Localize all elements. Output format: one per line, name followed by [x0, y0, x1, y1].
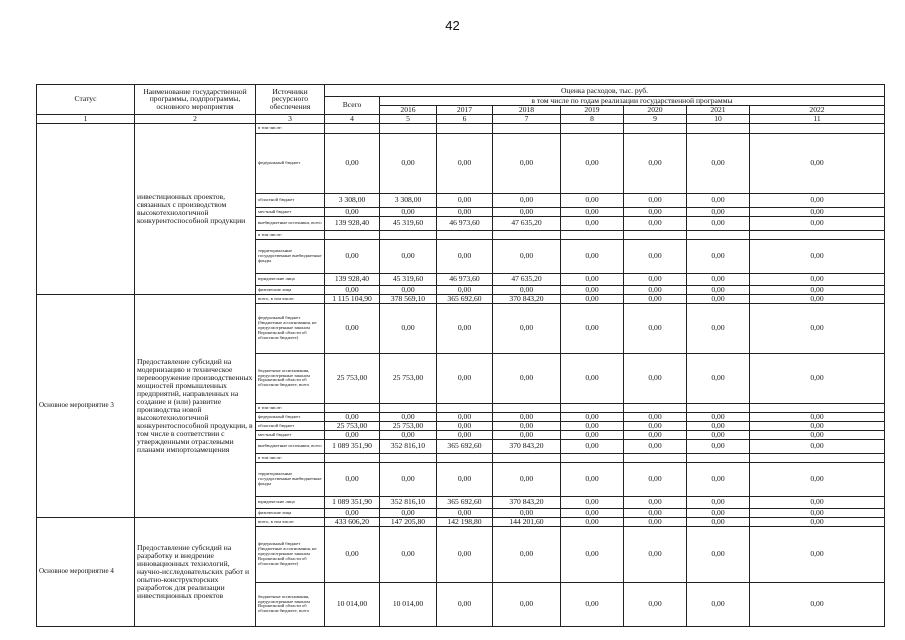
value-year: [493, 403, 561, 412]
column-number: 6: [437, 114, 493, 123]
value-year: 0,00: [561, 421, 624, 430]
value-year: 25 753,00: [380, 421, 437, 430]
value-year: 365 692,60: [437, 496, 493, 508]
value-total: 3 308,00: [325, 193, 380, 207]
value-year: [437, 230, 493, 239]
value-year: 0,00: [687, 294, 750, 303]
value-year: [437, 453, 493, 462]
value-year: 0,00: [380, 285, 437, 294]
value-year: [687, 123, 750, 133]
row-status: Основное мероприятие 3: [37, 294, 135, 517]
value-year: [493, 230, 561, 239]
row-name: инвестиционных проектов, связанных с производством высокотехнологичной конкурентоспособной продукции: [135, 123, 256, 294]
value-year: 0,00: [380, 207, 437, 216]
value-total: 25 753,00: [325, 421, 380, 430]
funding-source: юридические лица: [256, 273, 325, 285]
value-year: 0,00: [380, 462, 437, 496]
funding-source: физические лица: [256, 508, 325, 517]
value-year: 0,00: [624, 207, 687, 216]
value-year: 0,00: [493, 421, 561, 430]
value-year: 0,00: [750, 526, 885, 582]
value-year: 352 816,10: [380, 439, 437, 453]
column-number: 3: [256, 114, 325, 123]
column-number: 8: [561, 114, 624, 123]
header-year: 2016: [380, 105, 437, 114]
value-year: 0,00: [624, 193, 687, 207]
value-total: 0,00: [325, 239, 380, 273]
value-year: 0,00: [750, 273, 885, 285]
value-year: 0,00: [493, 133, 561, 193]
value-total: 433 606,20: [325, 517, 380, 526]
column-number: 9: [624, 114, 687, 123]
value-year: 0,00: [561, 294, 624, 303]
value-year: 0,00: [750, 353, 885, 403]
value-year: 0,00: [624, 216, 687, 230]
header-sources: Источники ресурсного обеспечения: [256, 85, 325, 115]
value-year: 142 198,80: [437, 517, 493, 526]
value-year: 0,00: [624, 462, 687, 496]
value-year: 144 201,60: [493, 517, 561, 526]
funding-source: в том числе:: [256, 123, 325, 133]
value-year: 0,00: [687, 421, 750, 430]
value-year: 10 014,00: [380, 582, 437, 626]
value-year: 0,00: [750, 582, 885, 626]
value-year: 0,00: [624, 412, 687, 421]
value-year: 0,00: [493, 462, 561, 496]
value-year: 0,00: [380, 303, 437, 353]
value-year: 0,00: [493, 239, 561, 273]
value-year: 46 973,60: [437, 273, 493, 285]
value-year: 0,00: [380, 239, 437, 273]
value-year: 0,00: [493, 285, 561, 294]
row-status: Основное мероприятие 4: [37, 517, 135, 626]
value-total: 1 115 104,90: [325, 294, 380, 303]
value-year: [561, 230, 624, 239]
funding-source: внебюджетные источники, всего: [256, 216, 325, 230]
value-year: 0,00: [561, 216, 624, 230]
funding-source: территориальные государственные внебюджетные фонды: [256, 239, 325, 273]
funding-source: территориальные государственные внебюджетные фонды: [256, 462, 325, 496]
funding-source: федеральный бюджет (бюджетные ассигнования, не предусмотренные законом Воронежской области об областном бюджете): [256, 526, 325, 582]
value-year: 0,00: [687, 216, 750, 230]
value-year: 46 973,60: [437, 216, 493, 230]
value-year: 0,00: [561, 239, 624, 273]
value-year: 0,00: [380, 526, 437, 582]
value-year: 0,00: [750, 303, 885, 353]
value-year: 0,00: [561, 412, 624, 421]
value-year: 0,00: [437, 133, 493, 193]
value-year: 370 843,20: [493, 496, 561, 508]
value-year: 0,00: [750, 239, 885, 273]
value-year: [750, 453, 885, 462]
value-year: 0,00: [437, 207, 493, 216]
table-row: [37, 517, 885, 526]
funding-source: федеральный бюджет: [256, 412, 325, 421]
value-year: 0,00: [624, 133, 687, 193]
value-year: 0,00: [493, 508, 561, 517]
value-year: 0,00: [750, 430, 885, 439]
funding-source: юридические лица: [256, 496, 325, 508]
funding-source: местный бюджет: [256, 207, 325, 216]
funding-source: в том числе:: [256, 230, 325, 239]
value-total: 25 753,00: [325, 353, 380, 403]
value-year: 0,00: [561, 285, 624, 294]
column-number: 4: [325, 114, 380, 123]
value-year: [380, 230, 437, 239]
funding-source: в том числе:: [256, 403, 325, 412]
value-year: 0,00: [561, 508, 624, 517]
value-year: 0,00: [624, 273, 687, 285]
value-year: 370 843,20: [493, 439, 561, 453]
value-year: 0,00: [437, 508, 493, 517]
value-year: 47 635,20: [493, 273, 561, 285]
value-year: 0,00: [493, 412, 561, 421]
value-year: 0,00: [750, 193, 885, 207]
value-year: 0,00: [750, 421, 885, 430]
value-year: [561, 453, 624, 462]
value-year: 0,00: [687, 239, 750, 273]
value-year: 378 569,10: [380, 294, 437, 303]
value-total: 0,00: [325, 430, 380, 439]
value-year: [687, 453, 750, 462]
header-year: 2019: [561, 105, 624, 114]
value-year: 0,00: [687, 353, 750, 403]
funding-source: внебюджетные источники, всего: [256, 439, 325, 453]
value-year: 0,00: [750, 294, 885, 303]
header-by-years: в том числе по годам реализации государственной программы: [380, 97, 885, 106]
value-year: [380, 453, 437, 462]
value-year: 0,00: [561, 303, 624, 353]
value-year: 0,00: [561, 207, 624, 216]
header-year: 2020: [624, 105, 687, 114]
value-year: 0,00: [380, 412, 437, 421]
value-year: 0,00: [561, 430, 624, 439]
row-status: [37, 123, 135, 294]
value-year: 0,00: [750, 207, 885, 216]
value-year: 3 308,00: [380, 193, 437, 207]
value-year: 0,00: [750, 496, 885, 508]
value-year: 45 319,60: [380, 273, 437, 285]
value-total: 0,00: [325, 412, 380, 421]
value-year: 0,00: [624, 353, 687, 403]
value-year: 0,00: [561, 582, 624, 626]
column-number: 1: [37, 114, 135, 123]
value-year: 0,00: [687, 303, 750, 353]
value-year: 0,00: [750, 508, 885, 517]
value-total: [325, 123, 380, 133]
page-number: 42: [445, 18, 460, 33]
funding-source: областной бюджет: [256, 193, 325, 207]
value-year: [624, 403, 687, 412]
value-total: 0,00: [325, 303, 380, 353]
value-total: 1 089 351,90: [325, 439, 380, 453]
value-year: 0,00: [624, 303, 687, 353]
value-year: 0,00: [561, 353, 624, 403]
value-year: 0,00: [687, 439, 750, 453]
value-year: 0,00: [750, 439, 885, 453]
value-total: 0,00: [325, 462, 380, 496]
value-year: [687, 403, 750, 412]
header-year: 2017: [437, 105, 493, 114]
value-year: 0,00: [437, 285, 493, 294]
value-year: 365 692,60: [437, 294, 493, 303]
value-year: 0,00: [561, 462, 624, 496]
value-year: [437, 123, 493, 133]
value-year: 0,00: [687, 496, 750, 508]
column-number: 7: [493, 114, 561, 123]
value-year: 0,00: [380, 430, 437, 439]
value-year: 0,00: [624, 582, 687, 626]
value-total: 0,00: [325, 133, 380, 193]
row-name: Предоставление субсидий на разработку и внедрение инновационных технологий, научно-исследовательских работ и опытно-конструкторских разработок для реализации инвестиционных проектов: [135, 517, 256, 626]
value-year: 0,00: [750, 462, 885, 496]
value-year: [493, 453, 561, 462]
value-year: 0,00: [624, 239, 687, 273]
value-year: 0,00: [561, 439, 624, 453]
header-year: 2018: [493, 105, 561, 114]
value-year: 0,00: [687, 526, 750, 582]
value-total: 0,00: [325, 207, 380, 216]
value-year: 0,00: [687, 273, 750, 285]
value-year: [750, 403, 885, 412]
value-year: 0,00: [437, 582, 493, 626]
funding-source: федеральный бюджет: [256, 133, 325, 193]
value-year: 0,00: [493, 526, 561, 582]
value-year: 0,00: [750, 412, 885, 421]
value-year: 352 816,10: [380, 496, 437, 508]
value-year: 0,00: [493, 193, 561, 207]
value-year: 0,00: [437, 430, 493, 439]
value-year: 0,00: [687, 207, 750, 216]
value-year: 0,00: [750, 216, 885, 230]
value-year: 0,00: [687, 462, 750, 496]
value-year: [750, 123, 885, 133]
value-year: 0,00: [750, 517, 885, 526]
value-total: 139 928,40: [325, 216, 380, 230]
header-year: 2022: [750, 105, 885, 114]
value-year: 0,00: [561, 133, 624, 193]
value-year: 0,00: [624, 285, 687, 294]
value-year: 0,00: [624, 508, 687, 517]
value-year: 0,00: [624, 294, 687, 303]
value-year: 0,00: [493, 207, 561, 216]
value-year: 47 635,20: [493, 216, 561, 230]
value-year: 0,00: [687, 517, 750, 526]
value-year: [624, 453, 687, 462]
header-estimate: Оценка расходов, тыс. руб.: [325, 85, 885, 97]
value-year: 147 205,80: [380, 517, 437, 526]
value-total: 0,00: [325, 285, 380, 294]
value-year: 0,00: [437, 353, 493, 403]
value-total: 139 928,40: [325, 273, 380, 285]
value-year: 0,00: [437, 412, 493, 421]
funding-source: физические лица: [256, 285, 325, 294]
header-year: 2021: [687, 105, 750, 114]
table-row: [37, 123, 885, 133]
value-total: [325, 453, 380, 462]
value-year: 0,00: [624, 526, 687, 582]
funding-source: всего, в том числе:: [256, 517, 325, 526]
value-year: 0,00: [493, 582, 561, 626]
column-number: 10: [687, 114, 750, 123]
value-year: 0,00: [437, 239, 493, 273]
value-year: [624, 230, 687, 239]
value-year: 0,00: [493, 303, 561, 353]
value-year: [493, 123, 561, 133]
value-year: 0,00: [437, 421, 493, 430]
value-year: 0,00: [624, 421, 687, 430]
value-year: 0,00: [561, 517, 624, 526]
value-year: 0,00: [624, 517, 687, 526]
funding-source: областной бюджет: [256, 421, 325, 430]
value-year: 0,00: [687, 285, 750, 294]
column-number: 5: [380, 114, 437, 123]
value-year: [380, 403, 437, 412]
value-total: [325, 230, 380, 239]
value-year: [561, 403, 624, 412]
header-status: Статус: [37, 85, 135, 115]
value-total: 0,00: [325, 526, 380, 582]
value-year: 0,00: [561, 496, 624, 508]
value-year: 365 692,60: [437, 439, 493, 453]
value-year: 0,00: [493, 353, 561, 403]
value-year: [561, 123, 624, 133]
value-year: 0,00: [380, 508, 437, 517]
value-year: 45 319,60: [380, 216, 437, 230]
funding-source: местный бюджет: [256, 430, 325, 439]
value-year: 0,00: [437, 193, 493, 207]
table-row: [37, 294, 885, 303]
value-year: 0,00: [750, 285, 885, 294]
funding-source: всего, в том числе:: [256, 294, 325, 303]
value-year: 0,00: [687, 508, 750, 517]
budget-table: [36, 84, 885, 627]
value-year: 0,00: [687, 412, 750, 421]
value-year: [380, 123, 437, 133]
value-year: 0,00: [687, 430, 750, 439]
value-year: 0,00: [687, 193, 750, 207]
funding-source: бюджетные ассигнования, предусмотренные законом Воронежской области об областном бюджете, всего: [256, 353, 325, 403]
value-year: [750, 230, 885, 239]
value-year: [687, 230, 750, 239]
value-total: [325, 403, 380, 412]
header-total: Всего: [325, 97, 380, 115]
header-name: Наименование государственной программы, подпрограммы, основного мероприятия: [135, 85, 256, 115]
value-year: 25 753,00: [380, 353, 437, 403]
value-total: 10 014,00: [325, 582, 380, 626]
funding-source: бюджетные ассигнования, предусмотренные законом Воронежской области об областном бюджете, всего: [256, 582, 325, 626]
value-year: 0,00: [624, 430, 687, 439]
value-year: 0,00: [750, 133, 885, 193]
funding-source: федеральный бюджет (бюджетные ассигнования, не предусмотренные законом Воронежской области об областном бюджете): [256, 303, 325, 353]
funding-source: в том числе:: [256, 453, 325, 462]
value-year: 0,00: [624, 439, 687, 453]
value-year: 0,00: [437, 526, 493, 582]
value-year: 0,00: [437, 462, 493, 496]
column-number: 11: [750, 114, 885, 123]
value-year: 0,00: [561, 273, 624, 285]
value-year: 0,00: [437, 303, 493, 353]
value-year: [624, 123, 687, 133]
column-number: 2: [135, 114, 256, 123]
value-year: 0,00: [561, 193, 624, 207]
value-total: 1 089 351,90: [325, 496, 380, 508]
value-year: 370 843,20: [493, 294, 561, 303]
row-name: Предоставление субсидий на модернизацию и техническое перевооружение производственных мощностей промышленных предприятий, направленных на создание и (или) развитие производства новой высокотехнологичной конкурентоспособной продукции, в том числе в соответствии с утвержденными отраслевыми планами импортозамещения: [135, 294, 256, 517]
value-year: 0,00: [687, 133, 750, 193]
value-total: 0,00: [325, 508, 380, 517]
value-year: 0,00: [561, 526, 624, 582]
value-year: 0,00: [624, 496, 687, 508]
value-year: [437, 403, 493, 412]
value-year: 0,00: [380, 133, 437, 193]
value-year: 0,00: [687, 582, 750, 626]
value-year: 0,00: [493, 430, 561, 439]
